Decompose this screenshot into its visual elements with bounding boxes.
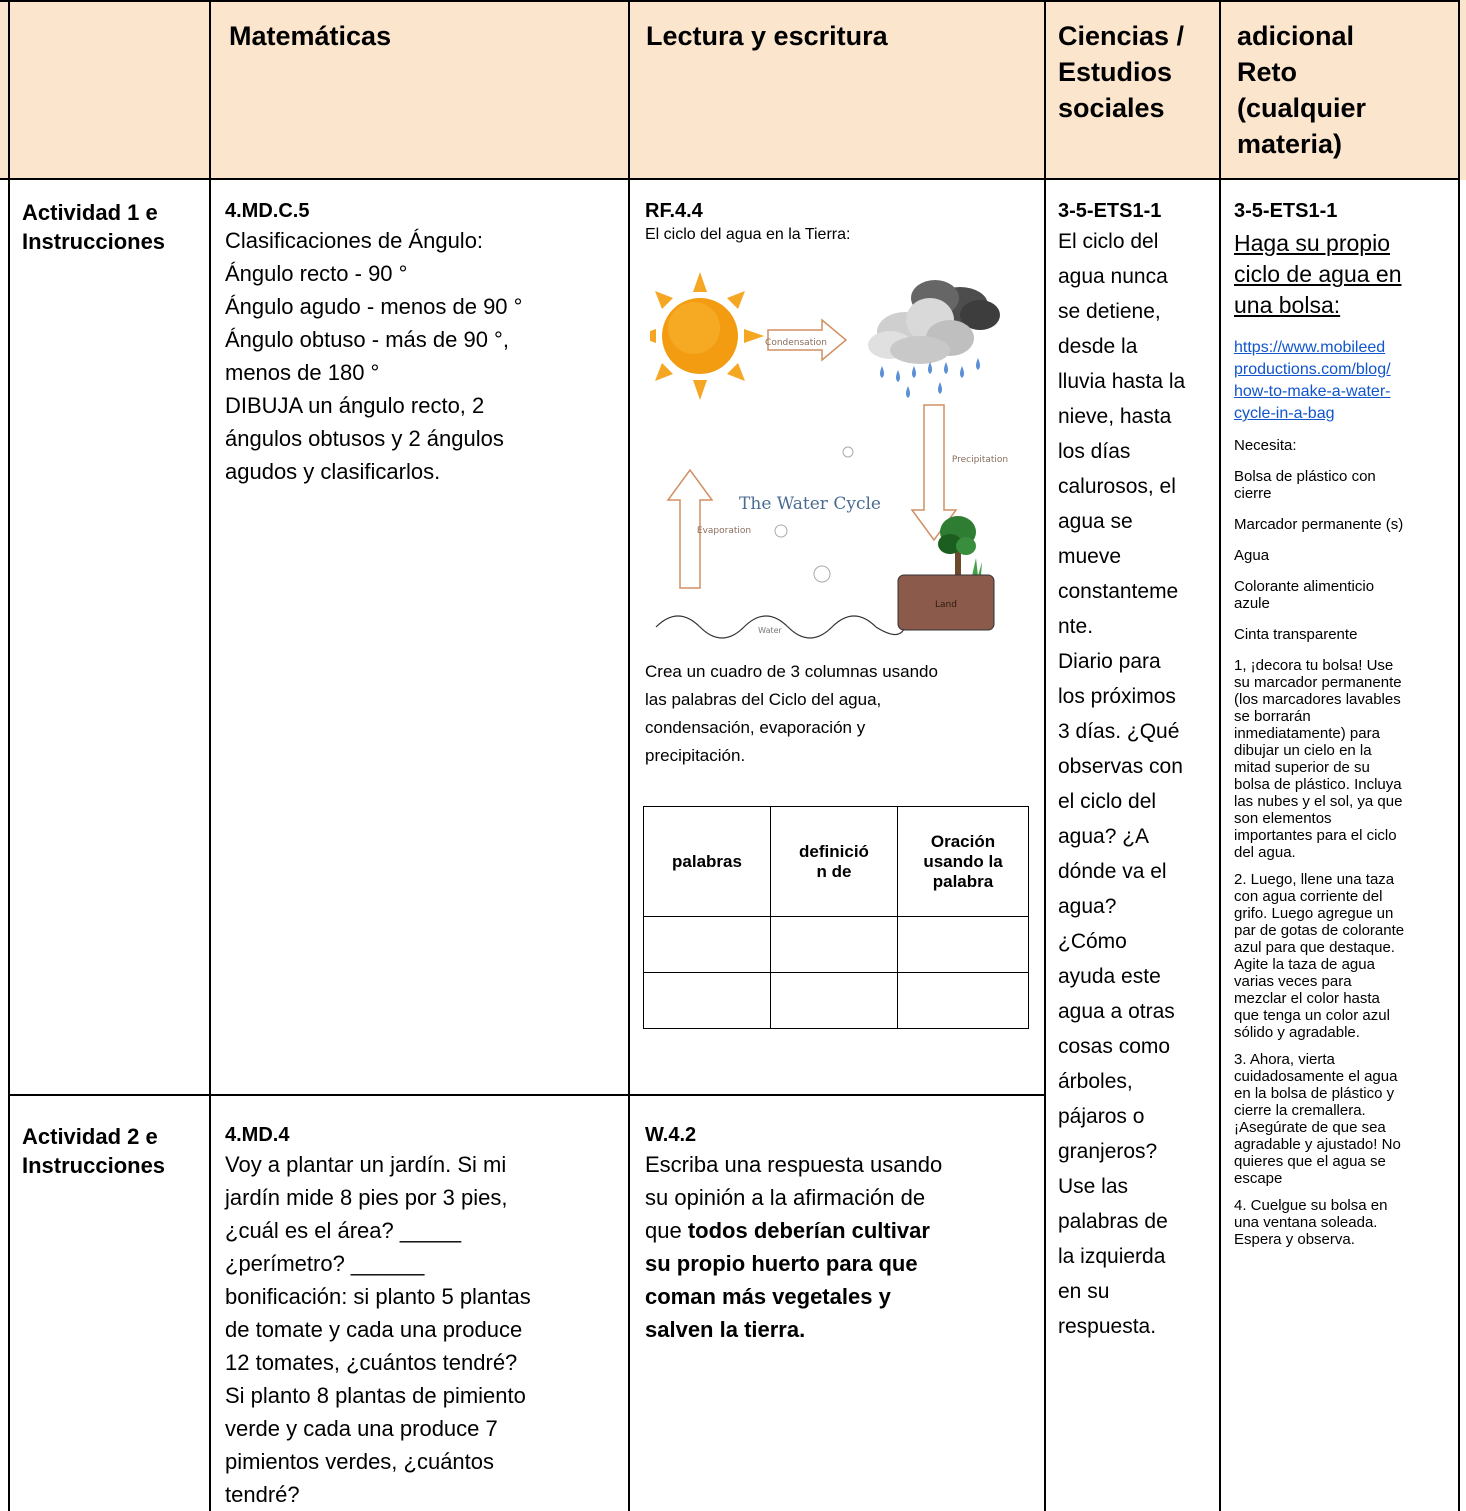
land-label: Land [935, 600, 957, 610]
step-2 [1234, 871, 1456, 1041]
header-line: Reto [1237, 57, 1297, 87]
tree-icon [938, 516, 982, 576]
bold-text: su propio huerto para que [645, 1251, 918, 1276]
text-line: condensación, evaporación y [645, 718, 866, 737]
bubble-icon [814, 566, 830, 582]
text-line: pájaros o [1058, 1105, 1145, 1128]
text-line: bonificación: si planto 5 plantas [225, 1284, 531, 1309]
math-instructions [225, 224, 625, 488]
text-line: grifo. Luego agregue un [1234, 905, 1394, 922]
text-line: observas con [1058, 755, 1183, 778]
math-standard: 4.MD.4 [225, 1124, 290, 1146]
text-line: Clasificaciones de Ángulo: [225, 228, 484, 253]
text-line: ayuda este [1058, 965, 1161, 988]
reading-standard: RF.4.4 [645, 200, 703, 222]
reading-activity-2 [645, 1122, 1035, 1346]
needs-label: Necesita: [1234, 437, 1297, 454]
text-line: Use las [1058, 1175, 1129, 1198]
text-line: del agua. [1234, 844, 1296, 861]
reading-task [645, 658, 1035, 770]
text-line: calurosos, el [1058, 475, 1176, 498]
water-label: Water [758, 626, 782, 635]
text-line: importantes para el ciclo [1234, 827, 1397, 844]
link-line[interactable]: productions.com/blog/ [1234, 361, 1391, 378]
text-line: varias veces para [1234, 973, 1352, 990]
text-line: menos de 180 ° [225, 360, 380, 385]
text-line: granjeros? [1058, 1140, 1158, 1163]
header-line: usando la [923, 851, 1003, 871]
text-line: dónde va el [1058, 860, 1167, 883]
row-label-line: Instrucciones [22, 229, 166, 254]
grid-line [8, 1094, 1046, 1096]
row-label-activity-2 [22, 1122, 207, 1180]
text-line: sólido y agradable. [1234, 1024, 1360, 1041]
cloud-icon [868, 280, 1000, 364]
text-line: (los marcadores lavables [1234, 691, 1401, 708]
header-challenge [1237, 18, 1457, 162]
header-line: Oración [930, 831, 996, 851]
table-cell [771, 973, 898, 1029]
text-line: en la bolsa de plástico y [1234, 1085, 1395, 1102]
text-line: de tomate y cada una produce [225, 1317, 523, 1342]
table-header-cell [644, 807, 771, 917]
grid-line [209, 0, 211, 1511]
text-line: cierre la cremallera. [1234, 1102, 1366, 1119]
text-line: su opinión a la afirmación de [645, 1185, 926, 1210]
text-line: desde la [1058, 335, 1138, 358]
text-line: par de gotas de colorante [1234, 922, 1405, 939]
text-line: se detiene, [1058, 300, 1161, 323]
text-line: 1, ¡decora tu bolsa! Use [1234, 657, 1394, 674]
math-standard: 4.MD.C.5 [225, 200, 310, 222]
text-line: ¡Asegúrate de que sea [1234, 1119, 1386, 1136]
text-line: tendré? [225, 1482, 300, 1507]
table-cell [644, 973, 771, 1029]
text-line: El ciclo del [1058, 230, 1159, 253]
supply-item [1234, 578, 1456, 612]
text-line: bolsa de plástico. Incluya [1234, 776, 1402, 793]
text-line: Si planto 8 plantas de pimiento [225, 1383, 526, 1408]
text-line: Ángulo agudo - menos de 90 ° [225, 294, 523, 319]
text-line: Espera y observa. [1234, 1231, 1355, 1248]
grid-line [1219, 0, 1221, 1511]
challenge-activity [1234, 198, 1456, 1248]
table-header-cell [898, 807, 1029, 917]
text-line: quieres que el agua se [1234, 1153, 1386, 1170]
text-line: 4. Cuelgue su bolsa en [1234, 1197, 1388, 1214]
reading-standard: W.4.2 [645, 1124, 697, 1146]
text-line: precipitación. [645, 746, 746, 765]
reading-activity-1 [645, 198, 1035, 246]
text-line: agradable y ajustado! No [1234, 1136, 1401, 1153]
text-line: las nubes y el sol, ya que [1234, 793, 1403, 810]
text-line: constanteme [1058, 580, 1179, 603]
text-line: su marcador permanente [1234, 674, 1402, 691]
table-cell [898, 973, 1029, 1029]
text-line: Diario para [1058, 650, 1161, 673]
text-line: mueve [1058, 545, 1122, 568]
text-line: una ventana soleada. [1234, 1214, 1378, 1231]
text-line: Agua [1234, 547, 1270, 564]
header-line: definició [799, 841, 869, 861]
text-line: árboles, [1058, 1070, 1133, 1093]
evaporation-label: Evaporation [696, 526, 752, 536]
table-cell [644, 917, 771, 973]
text-line: Ángulo obtuso - más de 90 °, [225, 327, 509, 352]
supply-item [1234, 547, 1456, 564]
text-line: una bolsa: [1234, 292, 1341, 318]
text-line: inmediatamente) para [1234, 725, 1380, 742]
text-line: agua? [1058, 895, 1117, 918]
math-activity-2 [225, 1122, 625, 1511]
text-line: Colorante alimenticio [1234, 578, 1375, 595]
text-span: que [645, 1218, 688, 1243]
text-line: 3 días. ¿Qué [1058, 720, 1180, 743]
header-line: materia) [1237, 129, 1343, 159]
header-line: Estudios [1058, 57, 1173, 87]
header-line: palabra [932, 871, 994, 891]
text-line: son elementos [1234, 810, 1332, 827]
text-line: los próximos [1058, 685, 1176, 708]
header-line: adicional [1237, 21, 1355, 51]
text-line: cuidadosamente el agua [1234, 1068, 1398, 1085]
text-line: Haga su propio [1234, 230, 1390, 256]
header-science [1058, 18, 1218, 126]
text-line: verde y cada una produce 7 [225, 1416, 498, 1441]
text-line: mezclar el color hasta [1234, 990, 1380, 1007]
math-activity-1 [225, 198, 625, 488]
science-standard: 3-5-ETS1-1 [1058, 200, 1162, 222]
text-line: los días [1058, 440, 1131, 463]
text-line: jardín mide 8 pies por 3 pies, [225, 1185, 508, 1210]
header-math: Matemáticas [229, 21, 392, 51]
text-line: Bolsa de plástico con [1234, 468, 1376, 485]
bubble-icon [843, 447, 853, 457]
text-line [645, 1214, 1035, 1247]
row-label-activity-1 [22, 198, 207, 256]
header-reading: Lectura y escritura [646, 21, 888, 51]
text-line: con agua corriente del [1234, 888, 1383, 905]
supply-item [1234, 468, 1456, 502]
header-line: (cualquier [1237, 93, 1367, 123]
text-line: agua? ¿A [1058, 825, 1150, 848]
text-line: 3. Ahora, vierta [1234, 1051, 1335, 1068]
grid-line [1044, 0, 1046, 1511]
text-line: que tenga un color azul [1234, 1007, 1390, 1024]
table-row [644, 917, 1029, 973]
text-line: cierre [1234, 485, 1272, 502]
text-line: Marcador permanente (s) [1234, 516, 1404, 533]
text-line: ¿perímetro? ______ [225, 1251, 425, 1276]
text-line: respuesta. [1058, 1315, 1157, 1338]
row-label-line: Instrucciones [22, 1153, 166, 1178]
text-line: en su [1058, 1280, 1110, 1303]
text-line: dibujar un cielo en la [1234, 742, 1372, 759]
text-line: pimientos verdes, ¿cuántos [225, 1449, 495, 1474]
link-line[interactable]: cycle-in-a-bag [1234, 405, 1335, 422]
challenge-standard: 3-5-ETS1-1 [1234, 200, 1338, 222]
water-cycle-diagram [650, 270, 1020, 640]
text-line: 12 tomates, ¿cuántos tendré? [225, 1350, 518, 1375]
challenge-title [1234, 228, 1456, 321]
precipitation-label: Precipitation [951, 455, 1009, 465]
text-line: escape [1234, 1170, 1283, 1187]
text-line: 2. Luego, llene una taza [1234, 871, 1395, 888]
header-line: Ciencias / [1058, 21, 1185, 51]
link-line[interactable]: https://www.mobileed [1234, 339, 1386, 356]
header-line: palabras [672, 851, 742, 871]
text-line: palabras de [1058, 1210, 1168, 1233]
grid-line [0, 178, 1460, 180]
water-cycle-link[interactable] [1234, 337, 1456, 425]
text-line: agua se [1058, 510, 1133, 533]
grid-line [1458, 0, 1460, 1511]
text-line: se borrarán [1234, 708, 1311, 725]
supply-item [1234, 626, 1456, 643]
bold-text: todos deberían cultivar [687, 1218, 930, 1243]
text-line: azule [1234, 595, 1270, 612]
text-line: azul para que destaque. [1234, 939, 1395, 956]
text-line: ciclo de agua en [1234, 261, 1402, 287]
text-line: mitad superior de su [1234, 759, 1370, 776]
header-line: n de [816, 861, 852, 881]
grid-line [0, 0, 1460, 2]
step-4 [1234, 1197, 1456, 1248]
table-row [644, 973, 1029, 1029]
text-line: cosas como [1058, 1035, 1171, 1058]
text-line: agua nunca [1058, 265, 1168, 288]
text-line: DIBUJA un ángulo recto, 2 [225, 393, 485, 418]
text-line: las palabras del Ciclo del agua, [645, 690, 882, 709]
science-text [1058, 224, 1218, 1344]
grid-line [8, 0, 10, 1511]
table-cell [898, 917, 1029, 973]
sun-icon [650, 272, 764, 400]
text-line: Cinta transparente [1234, 626, 1358, 643]
condensation-label: Condensation [765, 338, 827, 348]
reading-prompt [645, 1148, 1035, 1346]
diagram-title: The Water Cycle [739, 494, 881, 514]
supply-item [1234, 516, 1456, 533]
table-header-row [644, 807, 1029, 917]
bubble-icon [775, 525, 787, 537]
text-line: ¿cuál es el área? _____ [225, 1218, 462, 1243]
vocabulary-table [643, 806, 1029, 1029]
text-line: Ángulo recto - 90 ° [225, 261, 408, 286]
text-line: Voy a plantar un jardín. Si mi [225, 1152, 507, 1177]
text-line: la izquierda [1058, 1245, 1166, 1268]
row-label-line: Actividad 2 e [22, 1124, 158, 1149]
text-line: ¿Cómo [1058, 930, 1127, 953]
reading-intro: El ciclo del agua en la Tierra: [645, 226, 851, 243]
text-line: agua a otras [1058, 1000, 1175, 1023]
bold-text: salven la tierra. [645, 1317, 806, 1342]
header-line: sociales [1058, 93, 1165, 123]
row-label-line: Actividad 1 e [22, 200, 158, 225]
text-line: Crea un cuadro de 3 columnas usando [645, 662, 938, 681]
text-line: agudos y clasificarlos. [225, 459, 441, 484]
step-3 [1234, 1051, 1456, 1187]
text-line: Agite la taza de agua [1234, 956, 1375, 973]
table-cell [771, 917, 898, 973]
text-line: nte. [1058, 615, 1094, 638]
math-instructions [225, 1148, 625, 1511]
link-line[interactable]: how-to-make-a-water- [1234, 383, 1391, 400]
table-header-cell [771, 807, 898, 917]
text-line: el ciclo del [1058, 790, 1157, 813]
text-line: nieve, hasta [1058, 405, 1172, 428]
text-line: ángulos obtusos y 2 ángulos [225, 426, 504, 451]
text-line: Escriba una respuesta usando [645, 1152, 943, 1177]
text-line: lluvia hasta la [1058, 370, 1186, 393]
step-1 [1234, 657, 1456, 861]
raindrops-icon [880, 358, 980, 398]
science-activity [1058, 198, 1218, 1344]
bold-text: coman más vegetales y [645, 1284, 891, 1309]
grid-line [628, 0, 630, 1511]
